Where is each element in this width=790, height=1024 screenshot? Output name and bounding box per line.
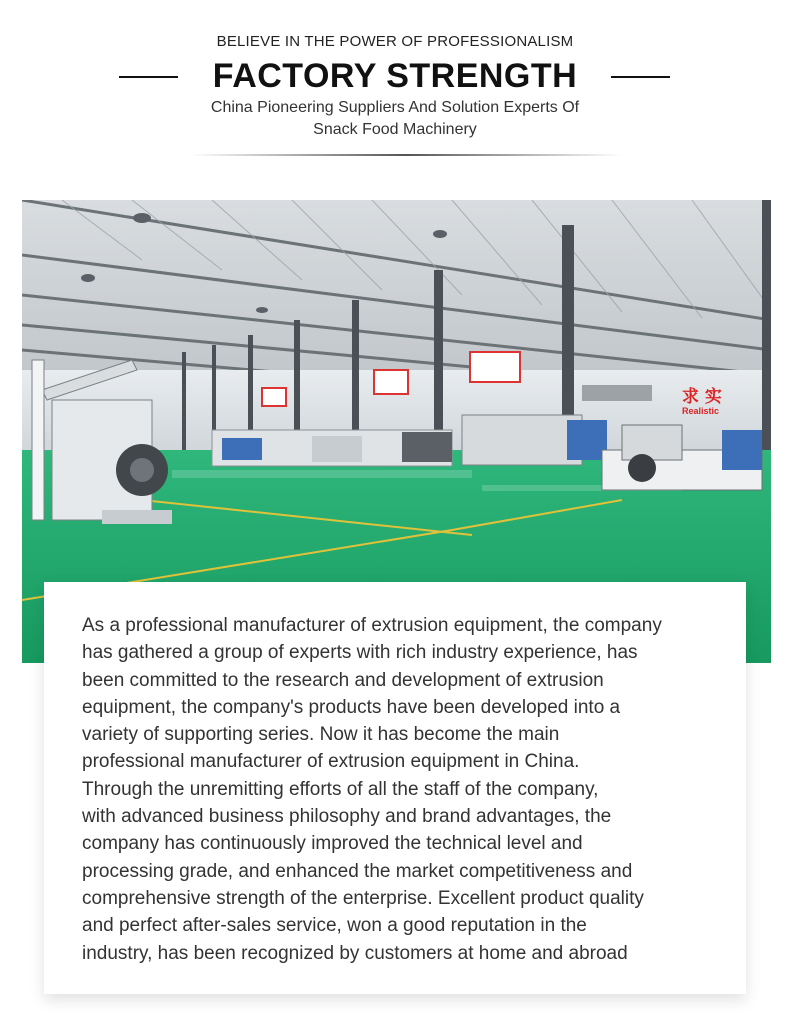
header-underline (190, 154, 622, 156)
subtitle-line-1: China Pioneering Suppliers And Solution Experts Of (210, 99, 580, 116)
title-row (0, 54, 790, 98)
section-header (0, 0, 790, 200)
title-rule-right (611, 76, 670, 78)
description-text: As a professional manufacturer of extrusion equipment, the company has gathered a group of experts with rich industry experience, has been committed to the research and development of extrusion equipment, the company's products have been developed into a variety of supporting series. Now it has become the main professional manufacturer of extrusion equipment in China. Through the unremitting efforts of all the staff of the company, with advanced business philosophy and brand advantages, the company has continuously improved the technical level and processing grade, and enhanced the market competitiveness and comprehensive strength of the enterprise. Excellent product quality and perfect after-sales service, won a good reputation in the industry, has been recognized by customers at home and abroad (82, 615, 662, 964)
wall-sign-english: Realistic (682, 406, 720, 416)
subtitle-line-2: Snack Food Machinery (313, 121, 477, 138)
tagline: BELIEVE IN THE POWER OF PROFESSIONALISM (216, 33, 574, 50)
page-title: FACTORY STRENGTH (212, 57, 578, 95)
subtitle (0, 97, 790, 141)
description-card (44, 582, 746, 994)
wall-sign-chinese: 求 实 (682, 387, 722, 407)
